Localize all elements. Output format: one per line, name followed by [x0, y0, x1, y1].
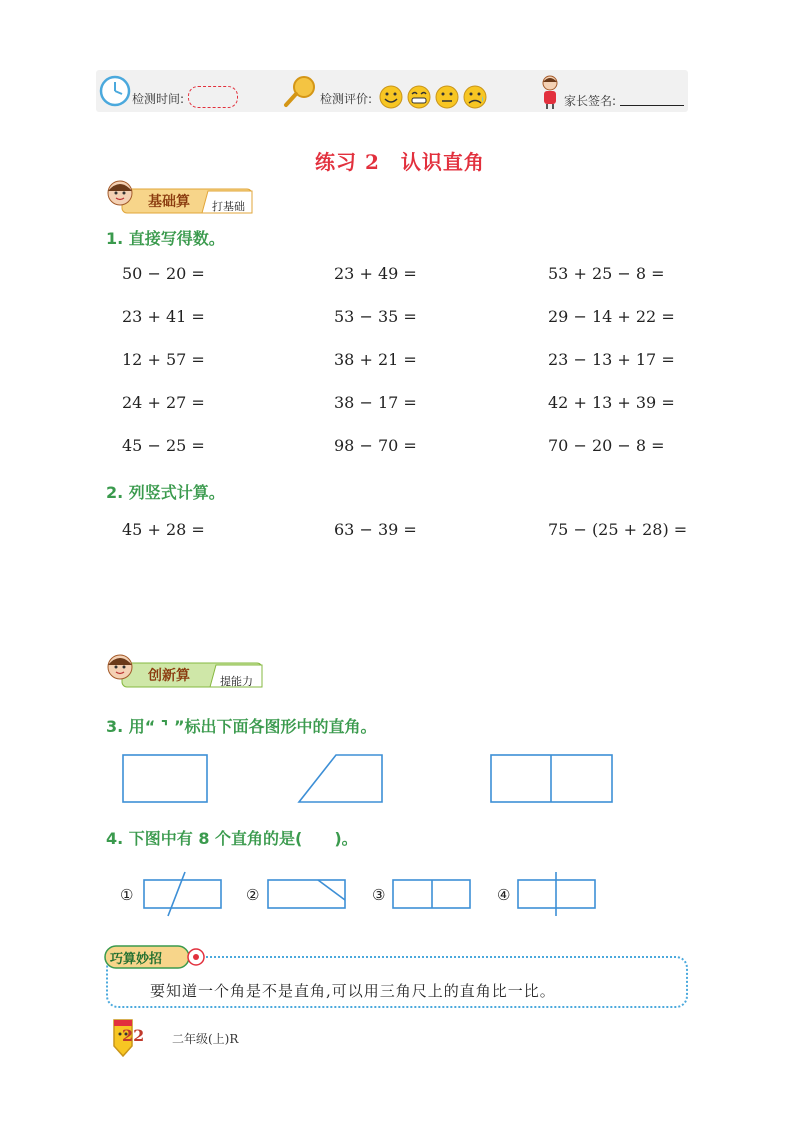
child-icon [538, 74, 562, 110]
q1-equation: 70 − 20 − 8 = [548, 436, 665, 455]
q4-option-1-label[interactable]: ① [120, 886, 134, 904]
banner-innovate-sub: 提能力 [220, 675, 253, 688]
q4-option-4-label[interactable]: ④ [497, 886, 511, 904]
q1-equation: 12 + 57 = [122, 350, 205, 369]
q1-equation: 29 − 14 + 22 = [548, 307, 675, 326]
q1-equation: 50 − 20 = [122, 264, 205, 283]
q3-trapezoid [299, 755, 382, 802]
banner-innovate-label: 创新算 [148, 668, 190, 684]
q1-equation: 53 + 25 − 8 = [548, 264, 665, 283]
q2-heading: 2. 列竖式计算。 [106, 483, 225, 502]
q1-equation: 23 + 41 = [122, 307, 205, 326]
q1-equation: 23 + 49 = [334, 264, 417, 283]
parent-signature-line[interactable] [620, 105, 684, 106]
q3-rectangle [123, 755, 207, 802]
q4-shape-2 [268, 880, 345, 908]
grade-label: 二年级(上)R [172, 1032, 239, 1046]
q2-item-2: 63 − 39 = [334, 520, 417, 539]
page-title: 练习 2 认识直角 [315, 150, 485, 174]
q4-heading: 4. 下图中有 8 个直角的是( )。 [106, 829, 358, 848]
q1-equation: 24 + 27 = [122, 393, 205, 412]
smile-face-icon[interactable] [380, 86, 402, 108]
q4-option-3-label[interactable]: ③ [372, 886, 386, 904]
q1-equation: 53 − 35 = [334, 307, 417, 326]
q4-shape-1 [144, 872, 221, 916]
q2-item-3: 75 − (25 + 28) = [548, 520, 688, 539]
q2-item-1: 45 + 28 = [122, 520, 205, 539]
tip-label: 巧算妙招 [110, 952, 163, 967]
neutral-face-icon[interactable] [436, 86, 458, 108]
q1-equation: 98 − 70 = [334, 436, 417, 455]
q1-equation: 38 + 21 = [334, 350, 417, 369]
time-label: 检测时间: [132, 92, 185, 106]
banner-basic-label: 基础算 [148, 194, 190, 210]
banner-basic-sub: 打基础 [212, 200, 245, 213]
q1-equation: 23 − 13 + 17 = [548, 350, 675, 369]
q1-equation: 42 + 13 + 39 = [548, 393, 675, 412]
q3-heading: 3. 用“ ⌝ ”标出下面各图形中的直角。 [106, 717, 377, 736]
time-field[interactable] [188, 86, 238, 108]
q4-shapes [140, 870, 610, 920]
tip-text: 要知道一个角是不是直角,可以用三角尺上的直角比一比。 [150, 982, 556, 1000]
q1-equation: 45 − 25 = [122, 436, 205, 455]
grin-face-icon[interactable] [408, 86, 430, 108]
rating-label: 检测评价: [320, 92, 373, 106]
q1-equation: 38 − 17 = [334, 393, 417, 412]
rating-faces [378, 84, 490, 110]
q4-option-2-label[interactable]: ② [246, 886, 260, 904]
magnifier-icon [282, 74, 320, 110]
parent-signature-label: 家长签名: [564, 94, 617, 108]
q4-shape-4 [518, 872, 595, 916]
q3-shapes [110, 750, 630, 810]
page-number: 22 [122, 1026, 145, 1045]
sad-face-icon[interactable] [464, 86, 486, 108]
clock-icon [98, 74, 132, 108]
q4-shape-3 [393, 880, 470, 908]
q1-heading: 1. 直接写得数。 [106, 229, 225, 248]
